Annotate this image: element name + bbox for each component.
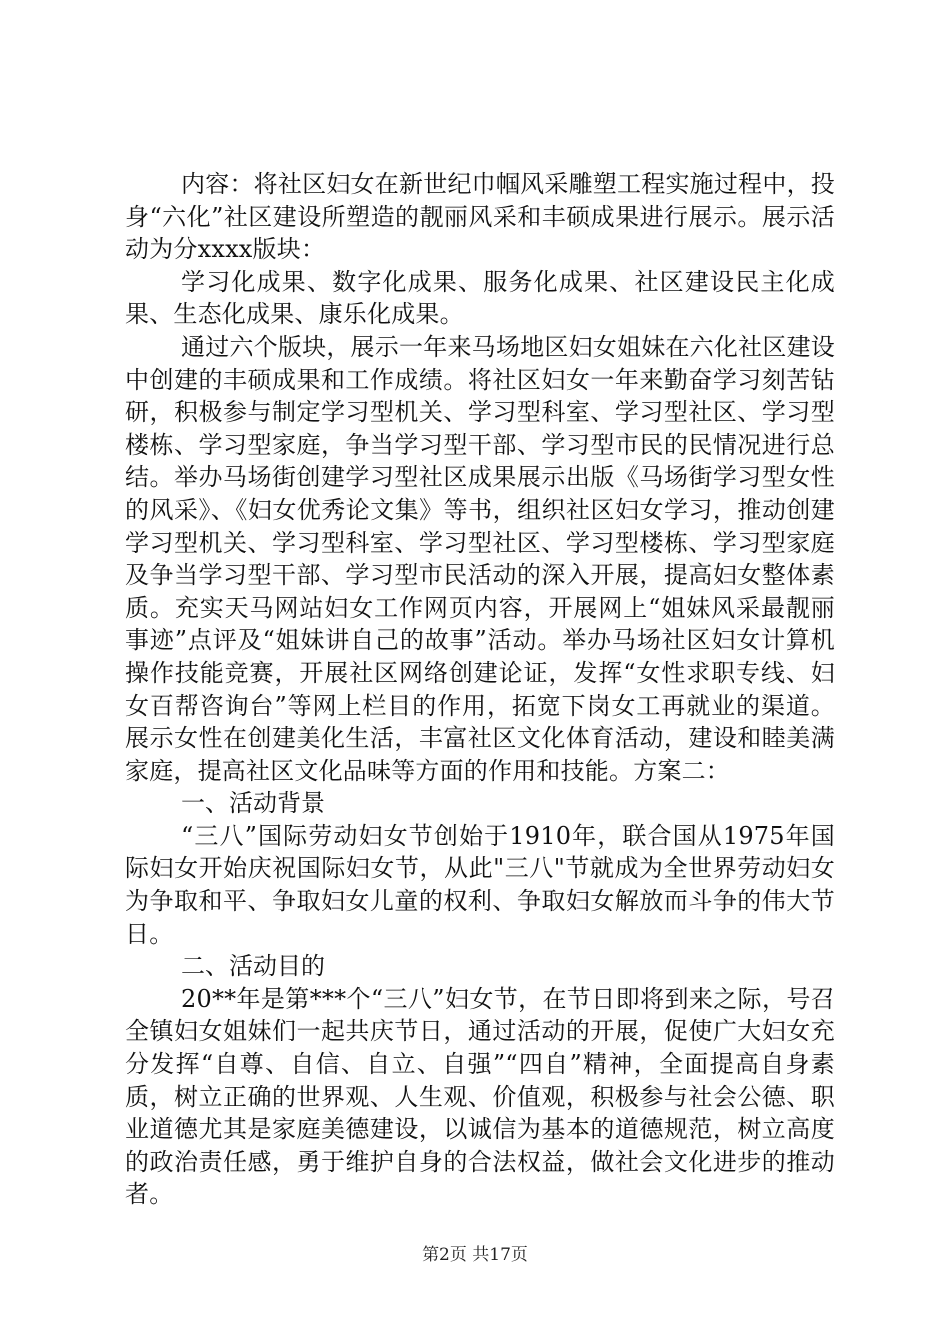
- paragraph-achievements-list: 学习化成果、数字化成果、服务化成果、社区建设民主化成果、生态化成果、康乐化成果。: [125, 267, 835, 329]
- document-body: [125, 168, 835, 1211]
- paragraph-six-sections: 通过六个版块，展示一年来马场地区妇女姐妹在六化社区建设中创建的丰硕成果和工作成绩。将社区妇女一年来勤奋学习刻苦钻研，积极参与制定学习型机关、学习型科室、学习型社区、学习型楼栋、学习型家庭，争当学习型干部、学习型市民的民情况进行总结。举办马场街创建学习型社区成果展示出版《马场街学习型女性的风采》、《妇女优秀论文集》等书，组织社区妇女学习，推动创建学习型机关、学习型科室、学习型社区、学习型楼栋、学习型家庭及争当学习型干部、学习型市民活动的深入开展，提高妇女整体素质。充实天马网站妇女工作网页内容，开展网上“姐妹风采最靓丽事迹”点评及“姐妹讲自己的故事”活动。举办马场社区妇女计算机操作技能竞赛，开展社区网络创建论证，发挥“女性求职专线、妇女百帮咨询台”等网上栏目的作用，拓宽下岗女工再就业的渠道。展示女性在创建美化生活，丰富社区文化体育活动，建设和睦美满家庭，提高社区文化品味等方面的作用和技能。方案二：: [125, 332, 835, 785]
- paragraph-content-intro: 内容：将社区妇女在新世纪巾帼风采雕塑工程实施过程中，投身“六化”社区建设所塑造的靓丽风采和丰硕成果进行展示。展示活动为分xxxx版块：: [125, 170, 835, 264]
- paragraph-background: “三八”国际劳动妇女节创始于1910年，联合国从1975年国际妇女开始庆祝国际妇女节，从此"三八"节就成为全世界劳动妇女为争取和平、争取妇女儿童的权利、争取妇女解放而斗争的伟大节日。: [125, 821, 835, 948]
- heading-activity-purpose: 二、活动目的: [181, 952, 325, 981]
- paragraph-purpose: 20**年是第***个“三八”妇女节，在节日即将到来之际，号召全镇妇女姐妹们一起共庆节日，通过活动的开展，促使广大妇女充分发挥“自尊、自信、自立、自强”“四自”精神，全面提高自身素质，树立正确的世界观、人生观、价值观，积极参与社会公德、职业道德尤其是家庭美德建设，以诚信为基本的道德规范，树立高度的政治责任感，勇于维护自身的合法权益，做社会文化进步的推动者。: [125, 984, 835, 1209]
- page-number-footer: 第2页 共17页: [422, 1245, 528, 1265]
- heading-activity-background: 一、活动背景: [181, 789, 325, 818]
